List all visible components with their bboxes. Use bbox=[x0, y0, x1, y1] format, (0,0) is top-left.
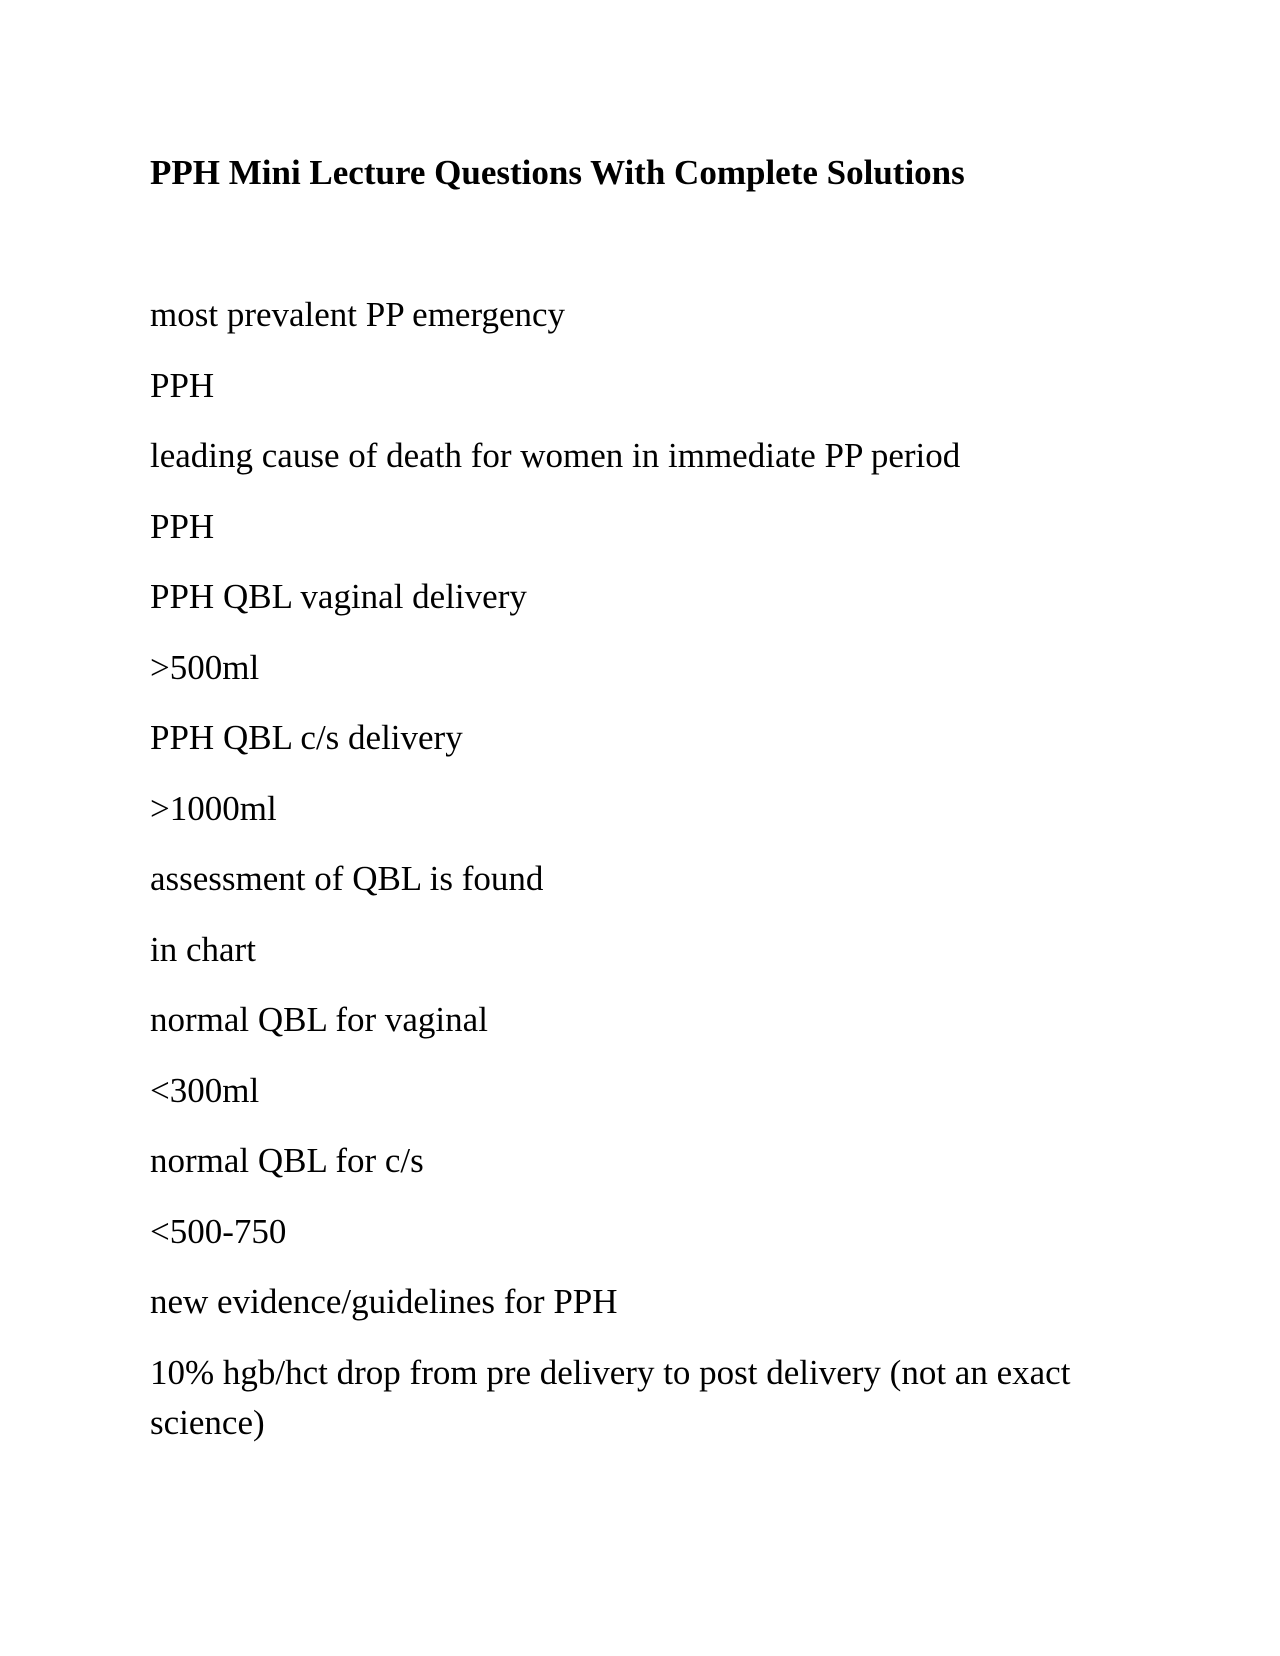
answer-text: >500ml bbox=[150, 647, 260, 687]
qa-list bbox=[150, 290, 1110, 1468]
question-text: leading cause of death for women in immediate PP period bbox=[150, 436, 961, 475]
question-text: most prevalent PP emergency bbox=[150, 295, 566, 334]
document-title: PPH Mini Lecture Questions With Complete Solutions bbox=[150, 153, 965, 192]
question-text: PPH QBL c/s delivery bbox=[150, 718, 463, 757]
answer-text: >1000ml bbox=[150, 788, 277, 828]
answer-text: <500-750 bbox=[150, 1211, 287, 1251]
answer-text: PPH bbox=[150, 365, 215, 405]
question-text: new evidence/guidelines for PPH bbox=[150, 1282, 618, 1321]
question-text: normal QBL for c/s bbox=[150, 1141, 424, 1180]
answer-text: in chart bbox=[150, 929, 256, 969]
answer-text: 10% hgb/hct drop from pre delivery to post delivery (not an exact science) bbox=[150, 1352, 1071, 1442]
question-text: assessment of QBL is found bbox=[150, 859, 544, 898]
question-text: PPH QBL vaginal delivery bbox=[150, 577, 527, 616]
question-text: normal QBL for vaginal bbox=[150, 1000, 488, 1039]
answer-text: <300ml bbox=[150, 1070, 260, 1110]
answer-text: PPH bbox=[150, 506, 215, 546]
